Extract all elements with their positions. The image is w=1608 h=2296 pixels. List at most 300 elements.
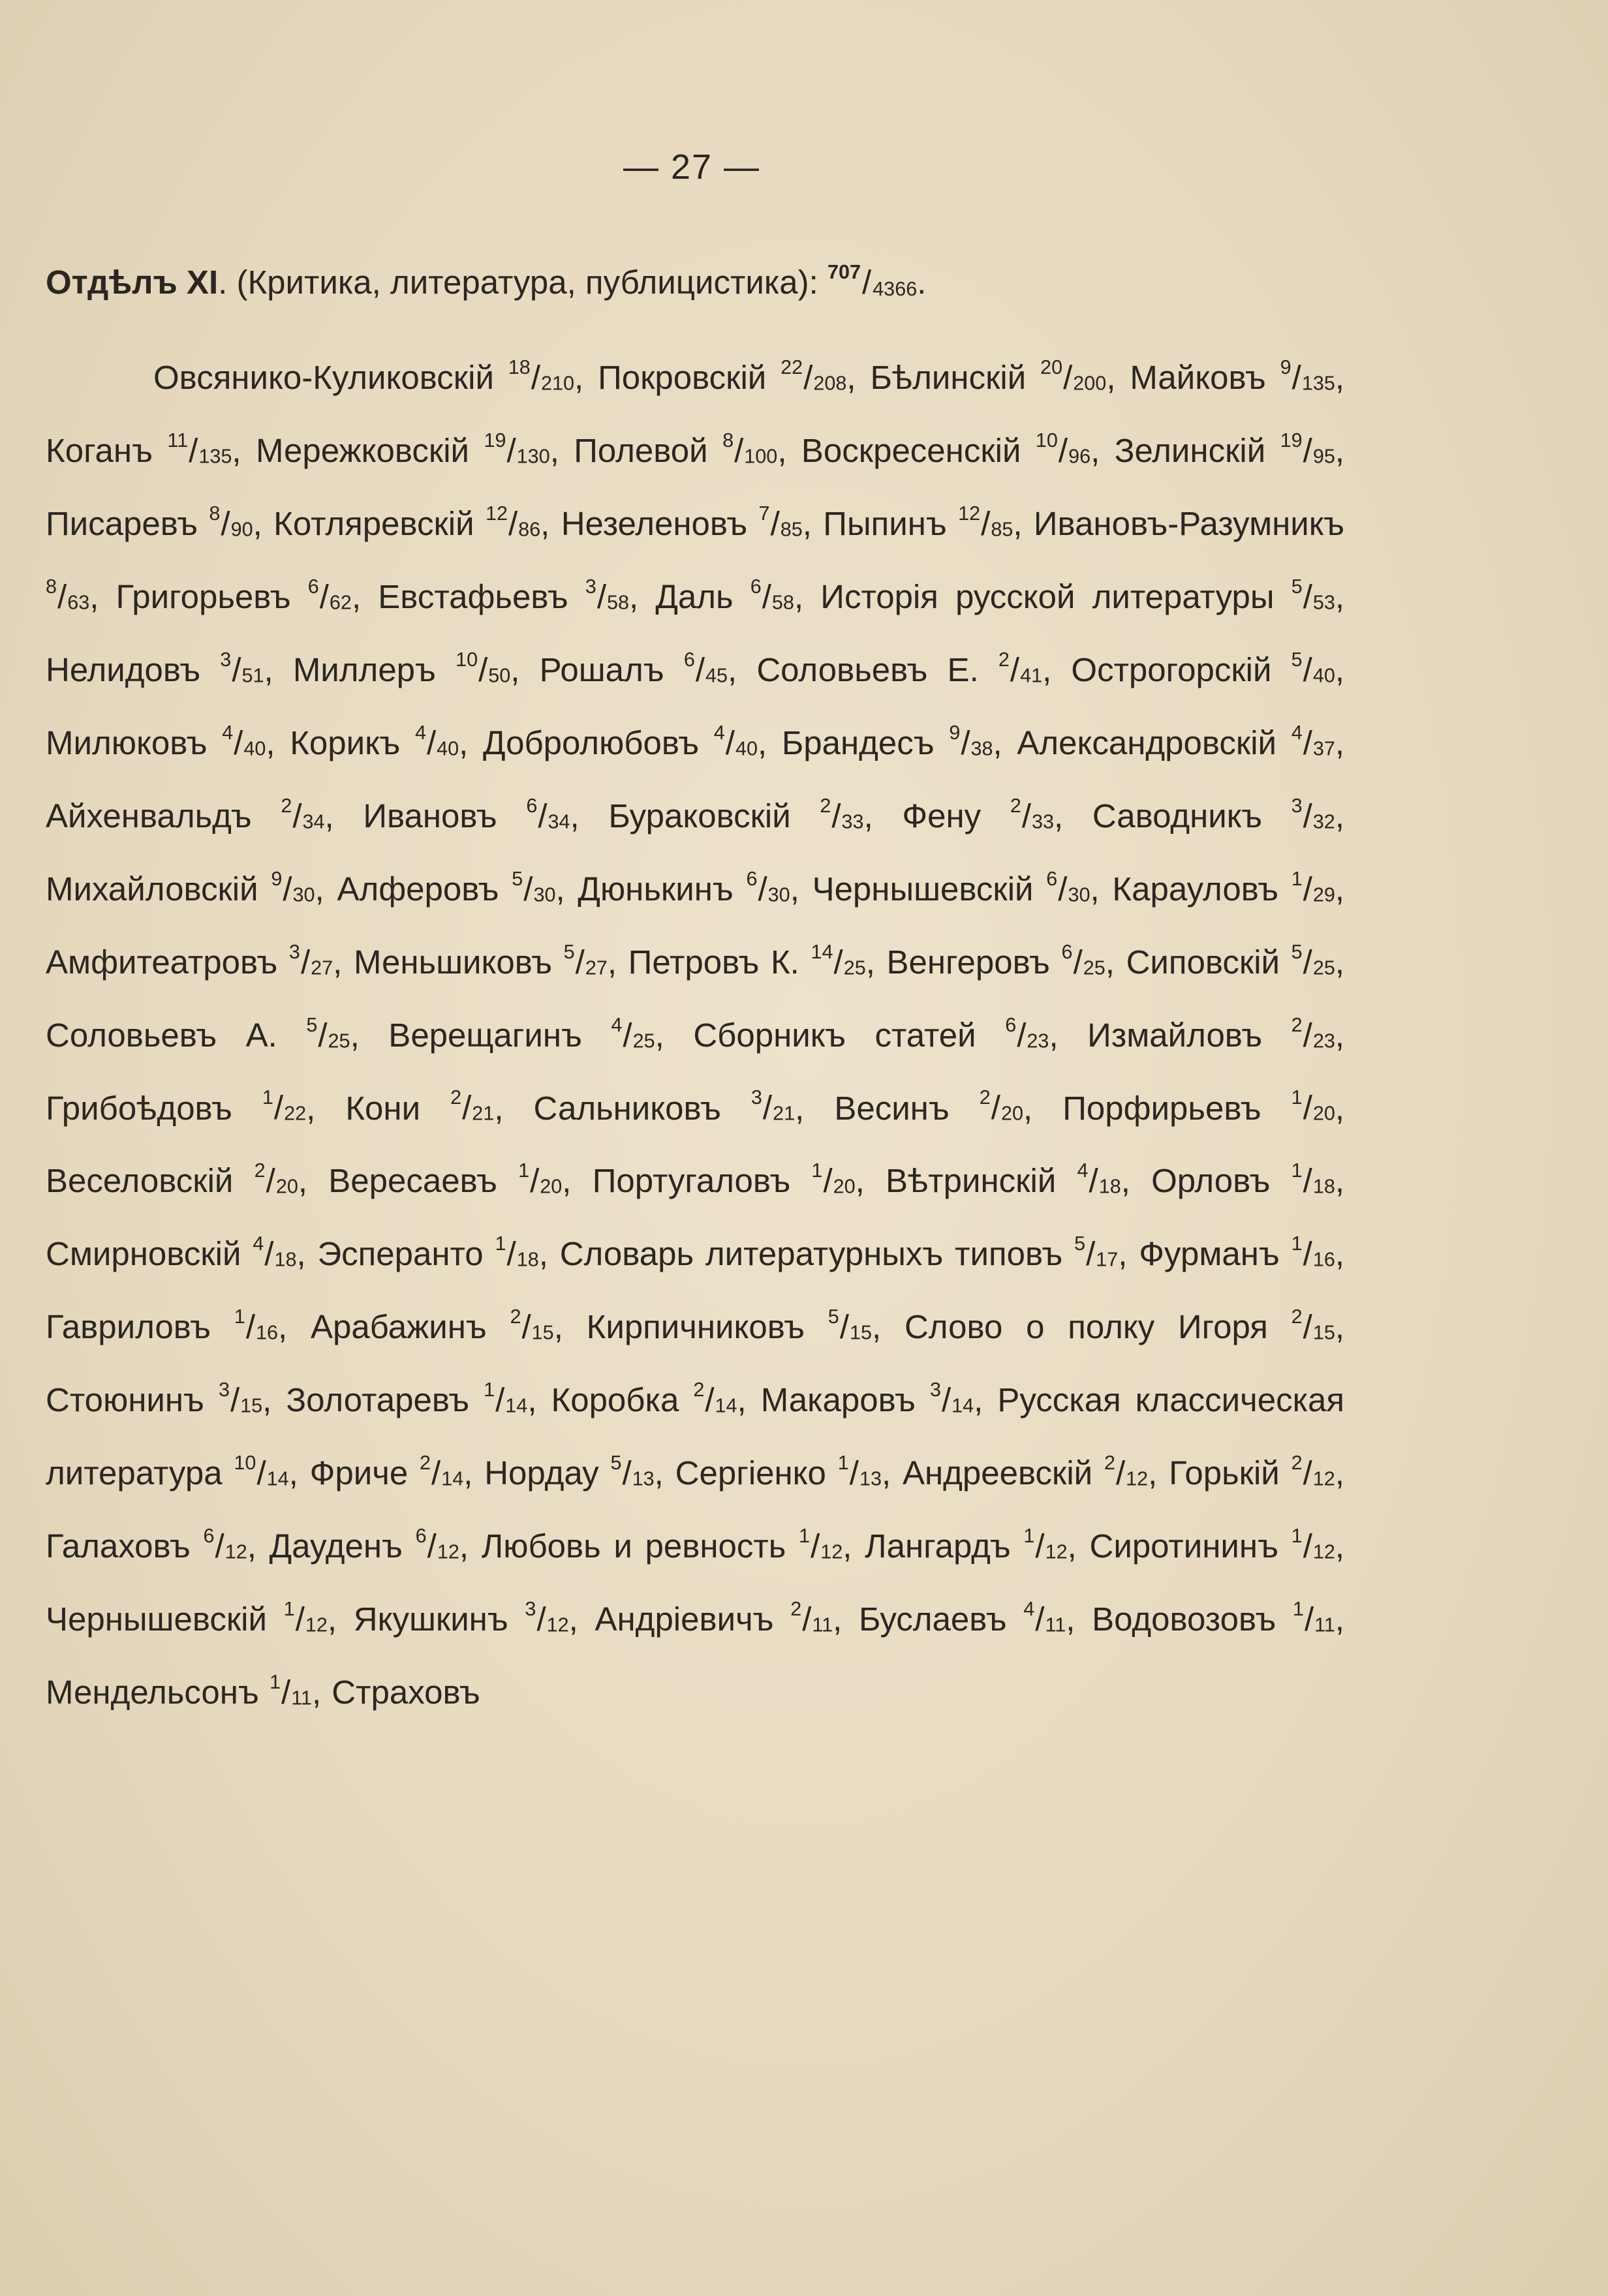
entry-name: Ивановъ: [363, 797, 497, 834]
entry-figures: $^{10}/_{14}$: [234, 1452, 289, 1492]
entry-figures: $^{22}/_{208}$: [781, 356, 847, 396]
entry-total: 135: [198, 445, 232, 468]
entry-item: Ивановъ-Разумникъ $^8/_{63}$,: [46, 504, 1344, 615]
entry-item: Майковъ $^9/_{135}$,: [1130, 356, 1345, 396]
entry-figures: $^5/_{17}$: [1074, 1232, 1119, 1273]
entry-count: 3: [1291, 794, 1303, 817]
entry-name: Венгеровъ: [886, 943, 1050, 981]
section-count-bottom: 4366: [873, 277, 918, 300]
entry-figures: $^1/_{12}$: [283, 1598, 328, 1638]
entry-name: Мендельсонъ: [46, 1674, 259, 1711]
entry-count: 6: [415, 1525, 427, 1548]
entry-name: Исторія русской литературы: [820, 577, 1275, 615]
entry-figures: $^2/_{41}$: [998, 648, 1043, 688]
entry-name: Андреевскій: [902, 1454, 1093, 1492]
entry-item: Михайловскій $^9/_{30}$,: [46, 867, 337, 908]
entry-item: Воскресенскій $^{10}/_{96}$,: [801, 429, 1115, 469]
entry-count: 4: [253, 1232, 264, 1255]
entry-figures: $^1/_{14}$: [484, 1379, 528, 1419]
entry-item: Стоюнинъ $^3/_{15}$,: [46, 1379, 286, 1419]
entry-name: Андріевичъ: [595, 1600, 774, 1638]
entry-list: [46, 339, 1344, 1727]
entry-item: Водовозовъ $^1/_{11}$,: [1092, 1598, 1345, 1638]
entry-figures: $^4/_{18}$: [253, 1232, 297, 1273]
entry-item: Бѣлинскій $^{20}/_{200}$,: [870, 356, 1130, 396]
entry-name: Измайловъ: [1087, 1016, 1263, 1054]
entry-figures: $^2/_{12}$: [1104, 1452, 1149, 1492]
entry-count: 10: [456, 648, 478, 671]
entry-total: 53: [1312, 591, 1335, 614]
entry-item: Веселовскій $^2/_{20}$,: [46, 1159, 329, 1200]
entry-figures: $^5/_{25}$: [306, 1013, 350, 1054]
entry-figures: $^5/_{40}$: [1291, 648, 1335, 688]
entry-name: Острогорскій: [1071, 651, 1272, 688]
entry-name: Котляревскій: [273, 504, 474, 542]
section-count-top: 707: [827, 261, 861, 283]
entry-count: 10: [1035, 429, 1058, 452]
entry-name: Сборникъ статей: [693, 1016, 976, 1054]
entry-item: Писаревъ $^8/_{90}$,: [46, 502, 274, 542]
entry-total: 100: [744, 445, 778, 468]
entry-item: Макаровъ $^3/_{14}$,: [760, 1379, 998, 1419]
entry-figures: $^6/_{58}$: [750, 575, 794, 615]
entry-total: 18: [516, 1248, 539, 1271]
entry-name: Бѣлинскій: [870, 358, 1027, 396]
entry-item: Фурманъ $^1/_{16}$,: [1139, 1232, 1345, 1273]
entry-name: Мережковскій: [255, 431, 470, 469]
entry-total: 12: [1312, 1540, 1335, 1563]
entry-figures: $^2/_{34}$: [281, 794, 325, 834]
entry-count: 1: [495, 1232, 506, 1255]
entry-count: 6: [1061, 940, 1073, 963]
entry-total: 12: [224, 1540, 247, 1563]
entry-name: Фриче: [309, 1454, 409, 1492]
entry-total: 33: [1032, 810, 1055, 833]
entry-total: 63: [67, 591, 90, 614]
entry-name: Сиротининъ: [1089, 1527, 1278, 1565]
entry-total: 85: [991, 518, 1013, 541]
entry-figures: $^1/_{20}$: [811, 1159, 856, 1200]
entry-count: 2: [450, 1086, 462, 1109]
entry-total: 20: [833, 1175, 856, 1198]
entry-figures: $^1/_{11}$: [1292, 1598, 1335, 1638]
entry-figures: $^{14}/_{25}$: [811, 940, 866, 981]
entry-figures: $^2/_{14}$: [693, 1379, 737, 1419]
entry-figures: $^5/_{27}$: [563, 940, 608, 981]
entry-count: 1: [1291, 1232, 1303, 1255]
entry-figures: $^6/_{25}$: [1061, 940, 1106, 981]
entry-item: Кони $^2/_{21}$,: [345, 1086, 534, 1127]
entry-item: Мережковскій $^{19}/_{130}$,: [255, 429, 574, 469]
entry-count: 8: [46, 575, 57, 598]
entry-figures: $^6/_{12}$: [203, 1525, 247, 1565]
entry-count: 3: [750, 1086, 762, 1109]
entry-name: Миллеръ: [292, 651, 436, 688]
entry-item: Лангардъ $^1/_{12}$,: [865, 1525, 1090, 1565]
entry-name: Веселовскій: [46, 1162, 234, 1200]
entry-total: 51: [241, 664, 264, 687]
entry-name: Вѣтринскій: [886, 1162, 1057, 1200]
entry-name: Макаровъ: [760, 1381, 916, 1419]
entry-total: 85: [780, 518, 803, 541]
entry-figures: $^6/_{45}$: [683, 648, 728, 688]
entry-item: Айхенвальдъ $^2/_{34}$,: [46, 794, 363, 834]
entry-figures: $^9/_{30}$: [271, 867, 315, 908]
entry-name: Чернышевскій: [812, 870, 1034, 908]
entry-total: 21: [773, 1102, 796, 1125]
entry-figures: $^5/_{15}$: [827, 1306, 873, 1346]
entry-name: Сиповскій: [1126, 943, 1280, 981]
entry-item: Чернышевскій $^6/_{30}$,: [812, 867, 1113, 908]
entry-total: 20: [1312, 1102, 1335, 1125]
entry-total: 34: [302, 810, 325, 833]
entry-figures: $^2/_{12}$: [1291, 1452, 1335, 1492]
entry-item: Гавриловъ $^1/_{16}$,: [46, 1306, 311, 1346]
entry-total: 25: [632, 1030, 655, 1052]
entry-item: Сиповскій $^5/_{25}$,: [1126, 940, 1345, 981]
entry-total: 12: [1045, 1540, 1068, 1563]
entry-name: Фурманъ: [1139, 1235, 1280, 1273]
entry-total: 33: [841, 810, 864, 833]
entry-item: Андріевичъ $^2/_{11}$,: [595, 1598, 859, 1638]
entry-figures: $^1/_{16}$: [234, 1306, 279, 1346]
entry-total: 15: [1312, 1321, 1335, 1344]
entry-total: 40: [437, 737, 459, 760]
entry-item: Зелинскій $^{19}/_{95}$,: [1114, 429, 1345, 469]
entry-item: Фриче $^2/_{14}$,: [309, 1452, 485, 1492]
entry-name: Дауденъ: [269, 1527, 403, 1565]
entry-total: 15: [849, 1321, 873, 1344]
entry-count: 3: [525, 1598, 536, 1621]
entry-total: 45: [705, 664, 728, 687]
entry-figures: $^9/_{135}$: [1280, 356, 1335, 396]
entry-total: 30: [767, 883, 790, 906]
entry-figures: $^{10}/_{96}$: [1035, 429, 1091, 469]
entry-item: Кирпичниковъ $^5/_{15}$,: [586, 1306, 904, 1346]
entry-count: 4: [1023, 1598, 1035, 1621]
entry-count: 2: [1291, 1306, 1303, 1328]
entry-item: Миллеръ $^{10}/_{50}$,: [292, 648, 540, 688]
entry-count: 6: [1005, 1013, 1017, 1036]
entry-count: 3: [929, 1379, 941, 1401]
entry-name: Михайловскій: [46, 870, 258, 908]
entry-item: Дауденъ $^6/_{12}$,: [269, 1525, 482, 1565]
entry-name: Полевой: [574, 431, 708, 469]
entry-name: Саводникъ: [1092, 797, 1262, 834]
entry-count: 5: [306, 1013, 318, 1036]
entry-total: 41: [1020, 664, 1043, 687]
entry-name: Зелинскій: [1114, 431, 1266, 469]
entry-total: 58: [771, 591, 794, 614]
entry-total: 37: [1312, 737, 1335, 760]
entry-name: Верещагинъ: [388, 1016, 582, 1054]
entry-figures: $^6/_{30}$: [1046, 867, 1090, 908]
entry-item: Овсянико-Куликовскій $^{18}/_{210}$,: [153, 356, 598, 396]
entry-total: 13: [632, 1467, 655, 1490]
entry-count: 5: [1291, 648, 1303, 671]
entry-count: 4: [1077, 1159, 1089, 1182]
entry-total: 16: [255, 1321, 279, 1344]
entry-count: 3: [585, 575, 596, 598]
entry-figures: $^6/_{23}$: [1005, 1013, 1049, 1054]
entry-item: Горькій $^2/_{12}$,: [1169, 1452, 1344, 1492]
entry-figures: $^3/_{21}$: [750, 1086, 796, 1127]
section-count: $^{707}/_{4366}$: [827, 261, 918, 301]
entry-name: Эсперанто: [317, 1235, 484, 1273]
entry-figures: $^3/_{14}$: [929, 1379, 974, 1419]
entry-count: 8: [209, 502, 221, 525]
entry-count: 5: [512, 867, 523, 890]
entry-figures: $^8/_{63}$: [46, 575, 90, 615]
entry-item: Сергіенко $^1/_{13}$,: [675, 1452, 903, 1492]
entry-item: Словарь литературныхъ типовъ $^5/_{17}$,: [559, 1232, 1139, 1273]
entry-total: 15: [240, 1394, 263, 1417]
entry-figures: $^4/_{40}$: [414, 721, 459, 761]
entry-total: 12: [546, 1614, 569, 1636]
entry-name: Воскресенскій: [801, 431, 1021, 469]
entry-figures: $^8/_{90}$: [209, 502, 253, 542]
entry-count: 4: [713, 721, 725, 744]
section-heading: [46, 261, 1344, 301]
entry-figures: $^{18}/_{210}$: [508, 356, 575, 396]
entry-figures: $^4/_{40}$: [713, 721, 758, 761]
entry-name: Амфитеатровъ: [46, 943, 278, 981]
entry-name: Коганъ: [46, 431, 153, 469]
entry-figures: $^3/_{15}$: [218, 1379, 263, 1419]
entry-count: 6: [746, 867, 758, 890]
entry-count: 6: [683, 648, 695, 671]
entry-count: 1: [837, 1452, 849, 1475]
entry-name: Брандесъ: [781, 724, 935, 761]
entry-count: 5: [1291, 575, 1303, 598]
entry-item: Добролюбовъ $^4/_{40}$,: [482, 721, 782, 761]
entry-total: 30: [533, 883, 556, 906]
entry-count: 4: [611, 1013, 623, 1036]
entry-figures: $^3/_{12}$: [525, 1598, 569, 1638]
entry-name: Фену: [902, 797, 982, 834]
entry-figures: $^2/_{15}$: [1291, 1306, 1335, 1346]
entry-total: 20: [1000, 1102, 1023, 1125]
entry-name: Смирновскій: [46, 1235, 241, 1273]
entry-total: 30: [292, 883, 315, 906]
entry-total: 11: [291, 1687, 312, 1709]
entry-total: 12: [305, 1614, 328, 1636]
entry-total: 25: [1312, 957, 1335, 979]
entry-total: 14: [441, 1467, 464, 1490]
entry-name: Бураковскій: [608, 797, 791, 834]
entry-item: Пыпинъ $^{12}/_{85}$,: [823, 502, 1034, 542]
entry-total: 13: [859, 1467, 882, 1490]
entry-count: 1: [1291, 1086, 1303, 1109]
entry-figures: $^{19}/_{130}$: [484, 429, 550, 469]
entry-count: 1: [518, 1159, 530, 1182]
entry-name: Чернышевскій: [46, 1600, 267, 1638]
entry-item: Соловьевъ А. $^5/_{25}$,: [46, 1013, 389, 1054]
entry-item: Арабажинъ $^2/_{15}$,: [310, 1306, 587, 1346]
entry-item: Сборникъ статей $^6/_{23}$,: [693, 1013, 1088, 1054]
entry-item: Любовь и ревность $^1/_{12}$,: [481, 1525, 865, 1565]
entry-total: 20: [540, 1175, 563, 1198]
entry-count: 2: [281, 794, 292, 817]
entry-count: 6: [526, 794, 538, 817]
page-number: — 27 —: [623, 147, 761, 187]
entry-count: 1: [799, 1525, 811, 1548]
entry-count: 4: [222, 721, 234, 744]
entry-count: 1: [1291, 1525, 1303, 1548]
entry-total: 40: [735, 737, 758, 760]
entry-total: 12: [1126, 1467, 1149, 1490]
section-label: Отдѣлъ XI: [46, 263, 219, 301]
entry-total: 90: [230, 518, 253, 541]
entry-count: 5: [563, 940, 575, 963]
entry-name: Водовозовъ: [1092, 1600, 1276, 1638]
entry-item: Вѣтринскій $^4/_{18}$,: [886, 1159, 1152, 1200]
entry-count: 22: [781, 356, 803, 378]
entry-name: Майковъ: [1130, 358, 1266, 396]
entry-item: Меньшиковъ $^5/_{27}$,: [353, 940, 628, 981]
entry-figures: $^1/_{22}$: [262, 1086, 307, 1127]
entry-item: Фену $^2/_{33}$,: [902, 794, 1092, 834]
entry-count: 2: [998, 648, 1010, 671]
entry-name: Соловьевъ А.: [46, 1016, 277, 1054]
entry-count: 1: [1291, 1159, 1303, 1182]
entry-total: 15: [531, 1321, 554, 1344]
entry-item: Измайловъ $^2/_{23}$,: [1087, 1013, 1345, 1054]
entry-count: 6: [203, 1525, 215, 1548]
entry-total: 34: [548, 810, 570, 833]
entry-count: 1: [484, 1379, 495, 1401]
entry-name: Покровскій: [598, 358, 767, 396]
entry-count: 4: [1291, 721, 1303, 744]
entry-figures: $^1/_{18}$: [495, 1232, 539, 1273]
entry-name: Петровъ К.: [628, 943, 799, 981]
entry-total: 29: [1312, 883, 1335, 906]
section-title: . (Критика, литература, публицистика):: [218, 263, 827, 301]
entry-item: Рошалъ $^6/_{45}$,: [539, 648, 757, 688]
entry-item: Брандесъ $^9/_{38}$,: [781, 721, 1017, 761]
entry-count: 1: [1292, 1598, 1304, 1621]
entry-figures: $^6/_{34}$: [526, 794, 570, 834]
entry-total: 18: [274, 1248, 297, 1271]
entry-figures: $^{11}/_{135}$: [167, 429, 232, 469]
entry-total: 18: [1098, 1175, 1121, 1198]
entry-count: 19: [484, 429, 506, 452]
entry-count: 2: [1104, 1452, 1115, 1475]
entry-item: Амфитеатровъ $^3/_{27}$,: [46, 940, 354, 981]
entry-count: 5: [1074, 1232, 1086, 1255]
entry-figures: $^7/_{85}$: [758, 502, 803, 542]
entry-total: 21: [472, 1102, 495, 1125]
entry-figures: $^2/_{15}$: [510, 1306, 554, 1346]
entry-count: 1: [283, 1598, 295, 1621]
entry-total: 25: [328, 1030, 350, 1052]
entry-name: Дюнькинъ: [578, 870, 734, 908]
entry-item: Португаловъ $^1/_{20}$,: [592, 1159, 886, 1200]
entry-count: 2: [820, 794, 831, 817]
entry-figures: $^5/_{25}$: [1291, 940, 1335, 981]
entry-item: Петровъ К. $^{14}/_{25}$,: [628, 940, 887, 981]
entry-item: Грибоѣдовъ $^1/_{22}$,: [46, 1086, 346, 1127]
entry-item: Смирновскій $^4/_{18}$,: [46, 1232, 318, 1273]
entry-total: 22: [284, 1102, 307, 1125]
entry-count: 18: [508, 356, 531, 378]
entry-figures: $^5/_{30}$: [512, 867, 556, 908]
entry-count: 5: [1291, 940, 1303, 963]
entry-name: Коробка: [551, 1381, 679, 1419]
entry-item: Нелидовъ $^3/_{51}$,: [46, 648, 293, 688]
entry-name: Португаловъ: [592, 1162, 791, 1200]
entry-total: 11: [812, 1614, 833, 1636]
entry-total: 23: [1027, 1030, 1049, 1052]
entry-count: 11: [167, 429, 189, 452]
entry-item: Вересаевъ $^1/_{20}$,: [328, 1159, 593, 1200]
entry-total: 200: [1073, 372, 1107, 395]
entry-name: Орловъ: [1151, 1162, 1271, 1200]
entry-count: 12: [485, 502, 508, 525]
entry-figures: $^{12}/_{86}$: [485, 502, 541, 542]
entry-item: Григорьевъ $^6/_{62}$,: [116, 575, 379, 615]
entry-count: 5: [827, 1306, 839, 1328]
entry-total: 27: [585, 957, 608, 979]
entry-total: 62: [329, 591, 352, 614]
entry-item: Золотаревъ $^1/_{14}$,: [286, 1379, 551, 1419]
entry-name: Рошалъ: [539, 651, 664, 688]
entry-figures: $^2/_{23}$: [1291, 1013, 1335, 1054]
entry-figures: $^1/_{11}$: [270, 1671, 312, 1711]
entry-item: Соловьевъ Е. $^2/_{41}$,: [756, 648, 1072, 688]
entry-figures: $^1/_{12}$: [1023, 1525, 1068, 1565]
entry-item: Мендельсонъ $^1/_{11}$,: [46, 1671, 332, 1711]
entry-figures: $^{10}/_{50}$: [456, 648, 511, 688]
entry-item: Острогорскій $^5/_{40}$,: [1071, 648, 1345, 688]
entry-count: 9: [271, 867, 283, 890]
entry-name: Лангардъ: [865, 1527, 1011, 1565]
entry-name: Карауловъ: [1112, 870, 1278, 908]
entry-item: Александровскій $^4/_{37}$,: [1017, 721, 1345, 761]
entry-item: Коробка $^2/_{14}$,: [551, 1379, 761, 1419]
entry-name: Вересаевъ: [328, 1162, 497, 1200]
entry-item: Покровскій $^{22}/_{208}$,: [598, 356, 871, 396]
entry-name: Любовь и ревность: [481, 1527, 786, 1565]
entry-item: Орловъ $^1/_{18}$,: [1151, 1159, 1345, 1200]
entry-count: 4: [414, 721, 426, 744]
entry-item: Нордау $^5/_{13}$,: [484, 1452, 675, 1492]
entry-item: Коганъ $^{11}/_{135}$,: [46, 429, 256, 469]
entry-figures: $^1/_{20}$: [1291, 1086, 1335, 1127]
entry-figures: $^3/_{27}$: [288, 940, 333, 981]
entry-total: 32: [1312, 810, 1335, 833]
entry-item: Исторія русской литературы $^5/_{53}$,: [820, 575, 1345, 615]
entry-name: Григорьевъ: [116, 577, 291, 615]
entry-item: Корикъ $^4/_{40}$,: [290, 721, 483, 761]
entry-item: Полевой $^8/_{100}$,: [574, 429, 801, 469]
entry-total: 14: [266, 1467, 289, 1490]
entry-total: 58: [606, 591, 630, 614]
entry-total: 12: [437, 1540, 459, 1563]
entry-item: Порфирьевъ $^1/_{20}$,: [1062, 1086, 1345, 1127]
entry-count: 2: [254, 1159, 266, 1182]
entry-name: Нелидовъ: [46, 651, 201, 688]
entry-figures: $^9/_{38}$: [949, 721, 993, 761]
entry-count: 1: [234, 1306, 245, 1328]
entry-count: 2: [1291, 1013, 1303, 1036]
entry-name: Сальниковъ: [533, 1089, 721, 1127]
entry-item: Сальниковъ $^3/_{21}$,: [533, 1086, 835, 1127]
entry-figures: $^{12}/_{85}$: [958, 502, 1013, 542]
entry-figures: $^1/_{16}$: [1291, 1232, 1335, 1273]
entry-name: Нордау: [484, 1454, 599, 1492]
entry-name: Евстафьевъ: [378, 577, 568, 615]
